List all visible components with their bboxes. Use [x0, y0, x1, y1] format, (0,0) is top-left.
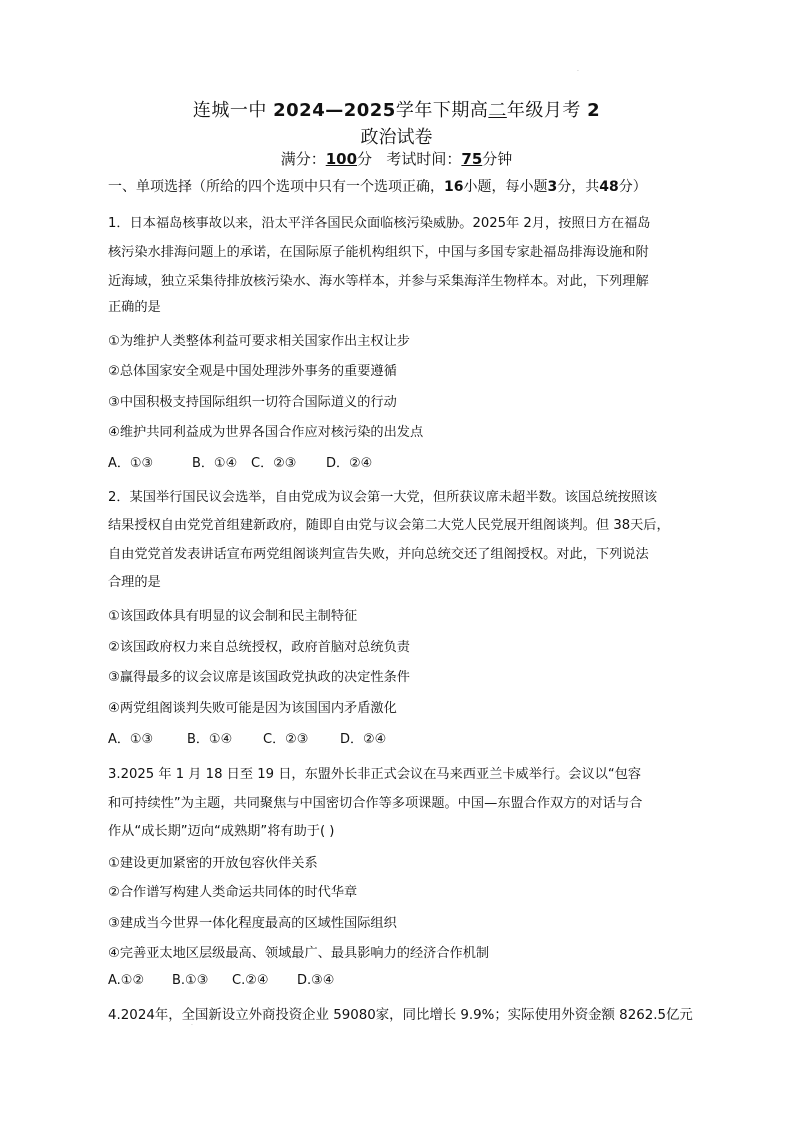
section-prefix: 一、单项选择（所给的四个选项中只有一个选项正确， [108, 179, 444, 195]
q3-stem-line: 3.2025 年 1 月 18 日至 19 日，东盟外长非正式会议在马来西亚兰卡威举行。会议以“包容 [108, 767, 642, 782]
exam-meta [0, 148, 793, 169]
q1-option-b: B．①④ [192, 456, 238, 471]
q3-item: ①建设更加紧密的开放包容伙伴关系 [108, 856, 318, 871]
scan-dot: · [577, 68, 579, 75]
q3-options [108, 973, 334, 988]
score-unit: 分 [357, 150, 373, 168]
section-each: 3 [547, 179, 558, 195]
q1-option-a: A．①③ [108, 456, 154, 471]
section-suffix: 分） [618, 179, 647, 195]
q1-item: ①为维护人类整体利益可要求相关国家作出主权让步 [108, 334, 410, 349]
q3-item: ④完善亚太地区层级最高、领域最广、最具影响力的经济合作机制 [108, 946, 490, 961]
q3-stem-line: 和可持续性”为主题，共同聚焦与中国密切合作等多项课题。中国—东盟合作双方的对话与合 [108, 796, 643, 811]
q2-options [108, 728, 386, 747]
scan-dot: · [191, 1022, 193, 1029]
q2-option-c: C．②③ [263, 732, 309, 747]
q1-item: ④维护共同利益成为世界各国合作应对核污染的出发点 [108, 425, 424, 440]
q2-item: ③赢得最多的议会议席是该国政党执政的决定性条件 [108, 670, 410, 685]
q3-option-b: B.①③ [172, 973, 209, 988]
q2-item: ④两党组阁谈判失败可能是因为该国国内矛盾激化 [108, 701, 397, 716]
q1-item: ③中国积极支持国际组织一切符合国际道义的行动 [108, 395, 397, 410]
section-mid2: 分，共 [557, 179, 600, 195]
q3-stem-line: 作从“成长期”迈向“成熟期”将有助于( ) [108, 824, 335, 839]
q1-stem-line: 近海域，独立采集待排放核污染水、海水等样本，并参与采集海洋生物样本。对此，下列理解 [108, 274, 649, 289]
q3-option-a: A.①② [108, 973, 145, 988]
q1-item: ②总体国家安全观是中国处理涉外事务的重要遵循 [108, 364, 397, 379]
q3-item: ③建成当今世界一体化程度最高的区域性国际组织 [108, 916, 397, 931]
section-count: 16 [444, 179, 464, 195]
q1-stem-line: 1．日本福岛核事故以来，沿太平洋各国民众面临核污染威胁。2025年 2月，按照日方在福岛 [108, 216, 651, 231]
time-unit: 分钟 [482, 150, 513, 168]
time-value: 75 [461, 150, 483, 168]
term-prefix: 学年下期高 [395, 100, 489, 121]
score-label: 满分： [280, 150, 326, 168]
q2-stem-line: 2．某国举行国民议会选举，自由党成为议会第一大党，但所获议席未超半数。该国总统按照该 [108, 490, 658, 505]
q1-options [108, 452, 372, 471]
q2-option-a: A．①③ [108, 732, 154, 747]
school-year: 2024—2025 [273, 100, 396, 121]
q4-stem-line: 4.2024年，全国新设立外商投资企业 59080家，同比增长 9.9%；实际使用外资金额 8262.5亿元 [108, 1008, 693, 1023]
school-name: 连城一中 [192, 100, 274, 121]
exam-number: 2 [587, 100, 601, 121]
q1-stem-line: 核污染水排海问题上的承诺，在国际原子能机构组织下，中国与多国专家赴福岛排海设施和附 [108, 245, 649, 260]
q2-item: ②该国政府权力来自总统授权，政府首脑对总统负责 [108, 640, 410, 655]
q2-item: ①该国政体具有明显的议会制和民主制特征 [108, 609, 358, 624]
q3-option-d: D.③④ [297, 973, 335, 988]
subject-title: 政治试卷 [360, 127, 433, 148]
q2-stem-line: 合理的是 [108, 575, 161, 590]
q3-option-c: C.②④ [232, 973, 269, 988]
q1-option-c: C．②③ [251, 456, 297, 471]
q2-stem-line: 结果授权自由党党首组建新政府，随即自由党与议会第二大党人民党展开组阁谈判。但 38天后， [108, 518, 670, 533]
q2-stem-line: 自由党党首发表讲话宣布两党组阁谈判宣告失败，并向总统交还了组阁授权。对此，下列说法 [108, 547, 649, 562]
term-suffix: 年级月考 [506, 100, 588, 121]
q2-option-d: D．②④ [340, 732, 387, 747]
section-total: 48 [599, 179, 619, 195]
exam-title [0, 96, 793, 122]
section-heading [108, 176, 647, 196]
q1-stem-line: 正确的是 [108, 300, 161, 315]
time-label: 考试时间： [386, 150, 462, 168]
score-value: 100 [325, 150, 358, 168]
q1-option-d: D．②④ [326, 456, 373, 471]
grade: 二 [488, 100, 507, 121]
section-mid: 小题，每小题 [463, 179, 548, 195]
q3-item: ②合作谱写构建人类命运共同体的时代华章 [108, 885, 358, 900]
q2-option-b: B．①④ [187, 732, 233, 747]
